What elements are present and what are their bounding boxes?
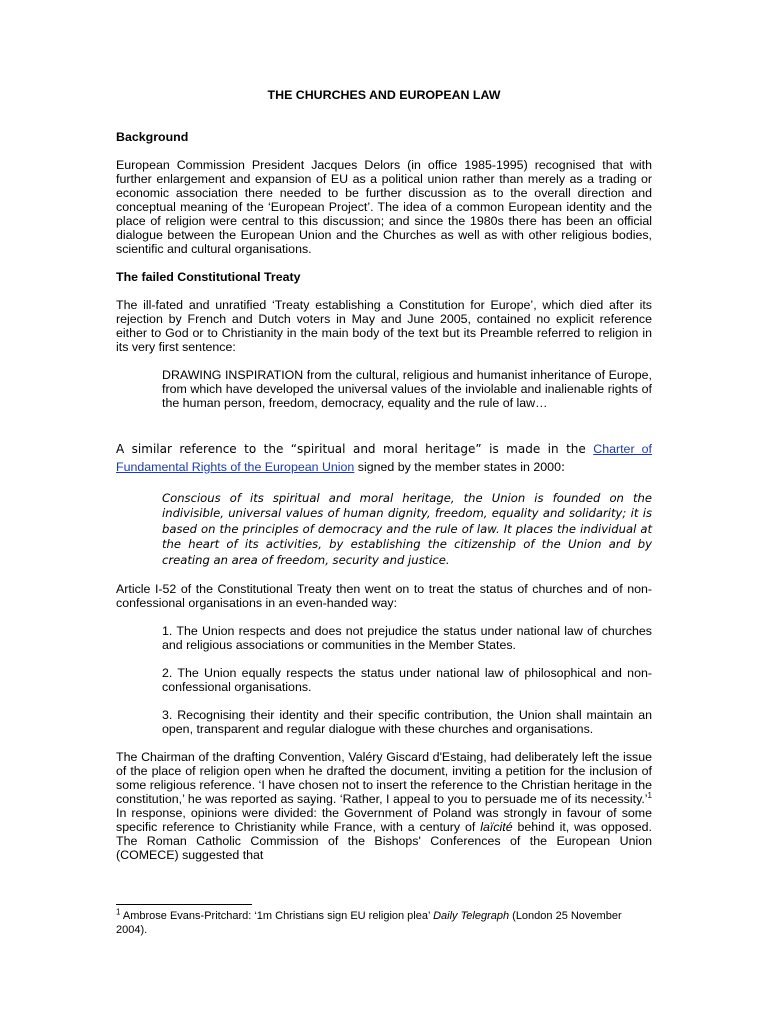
footnote-mark: 1: [116, 907, 121, 917]
chairman-text-a: The Chairman of the drafting Convention, Valéry Giscard d'Estaing, had deliberately left the issue of the place of religion open when he drafted the document, inviting a petition for the inclusion of some religious reference. ‘I have chosen not to insert the reference to the Christian heritage in the constitution,’ he was reported as saying. ‘Rather, I appeal to you to persuade me of its necessity.’: [116, 750, 652, 806]
footnote-text-b: (London 25 November 2004).: [116, 910, 622, 936]
preamble-quote: DRAWING INSPIRATION from the cultural, religious and humanist inheritance of Europe, from which have developed the universal values of the inviolable and inalienable rights of the human person, freedom, democracy, equality and the rule of law…: [162, 368, 652, 410]
article-item-2: 2. The Union equally respects the status under national law of philosophical and non-confessional organisations.: [162, 666, 652, 694]
footnote-separator: [116, 904, 252, 905]
footnote-text-a: Ambrose Evans-Pritchard: ‘1m Christians sign EU religion plea’: [120, 910, 434, 922]
document-title: THE CHURCHES AND EUROPEAN LAW: [267, 88, 501, 102]
chairman-text-b: In response, opinions were divided: the Government of Poland was strongly in favour of some specific reference to Christianity while France, with a century of: [116, 806, 652, 834]
background-heading: Background: [116, 130, 189, 144]
background-paragraph: European Commission President Jacques Delors (in office 1985-1995) recognised that with further enlargement and expansion of EU as a political union rather than merely as a trading or economic association there needed to be further discussion as to the overall direction and conceptual meaning of the ‘European Project’. The idea of a common European identity and the place of religion were central to this discussion; and since the 1980s there has been an official dialogue between the European Union and the Churches as well as with other religious bodies, scientific and cultural organisations.: [116, 158, 652, 256]
article-paragraph: Article I-52 of the Constitutional Treaty then went on to treat the status of churches and of non-confessional organisations in an even-handed way:: [116, 582, 652, 610]
footnote: [116, 907, 652, 937]
chairman-text-c: behind it, was opposed. The Roman Catholic Commission of the Bishops' Conferences of the European Union (COMECE) suggested that: [116, 820, 652, 862]
charter-quote: Conscious of its spiritual and moral heritage, the Union is founded on the indivisible, universal values of human dignity, freedom, equality and solidarity; it is based on the principles of democracy and the rule of law. It places the individual at the heart of its activities, by establishing the citizenship of the Union and by creating an area of freedom, security and justice.: [162, 491, 652, 567]
similar-reference-prefix: A similar reference to the “spiritual and moral heritage” is made in the: [116, 442, 594, 456]
similar-reference-end: :: [560, 460, 566, 474]
article-item-3: 3. Recognising their identity and their specific contribution, the Union shall maintain an open, transparent and regular dialogue with these churches and organisations.: [162, 708, 652, 736]
chairman-paragraph: [116, 750, 652, 862]
article-item-1: 1. The Union respects and does not prejudice the status under national law of churches and religious associations or communities in the Member States.: [162, 624, 652, 652]
treaty-heading: The failed Constitutional Treaty: [116, 270, 301, 284]
treaty-paragraph: The ill-fated and unratified ‘Treaty establishing a Constitution for Europe’, which died after its rejection by French and Dutch voters in May and June 2005, contained no explicit reference either to God or to Christianity in the main body of the text but its Preamble referred to religion in its very first sentence:: [116, 298, 652, 354]
similar-reference-paragraph: [116, 440, 652, 476]
similar-reference-suffix: signed by the member states in 2000: [354, 460, 561, 474]
laicite-term: laïcité: [480, 820, 513, 834]
charter-link[interactable]: Charter of Fundamental Rights of the European Union: [116, 442, 652, 474]
footnote-source: Daily Telegraph: [433, 910, 510, 922]
footnote-reference: 1: [647, 790, 652, 800]
